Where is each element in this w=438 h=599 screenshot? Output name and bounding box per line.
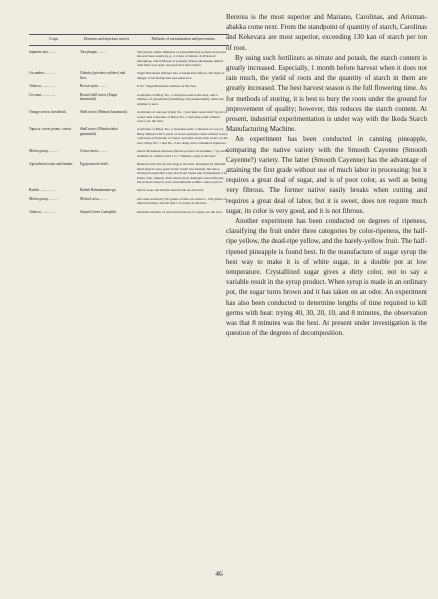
disease-cell: Melon Larva......... (80, 196, 107, 201)
table-row (29, 197, 229, 206)
crop-cell: Agricultural crops and lumber. (29, 162, 74, 167)
method-cell: Kuukhta mixture of lead and arsenate of copper are the best. (137, 209, 223, 214)
table-row (29, 162, 229, 184)
method-cell: Nicotine solution (750 grams of fine cut tobacco, 150 grams of dissolved lime, and 20 liter? of water) is the best. (137, 196, 227, 206)
method-cell: A mixture of Riley No. 1 and pine resin; a mixture of one (?) Riley diluted with 5 parts of water and pine resin without water; a mixture of Kuwana or Sonei, and pine resin with water are the best. Riley No. 1 and No. 2 are drugs and considered injurious. (137, 127, 228, 145)
crop-cell: Tapioca, sweet potato, cotton. (29, 127, 72, 132)
page-number: 46 (215, 569, 223, 578)
disease-cell: Shell insect (Wataka-takai gaiamushi). (80, 127, 118, 136)
disease-cell: Taro plague.......... (80, 49, 106, 54)
header-methods: Methods of extermination and prevention (151, 37, 215, 41)
disease-cell: Round shell insect (Engai kaiamushi). (80, 92, 118, 102)
disease-cell: Striped Green Caterpillar. (80, 209, 118, 214)
crop-cell: Orange croton, breadfruit. (29, 110, 67, 115)
disease-cell: Uriwa insect.......... (80, 149, 108, 154)
crop-cell: Radish.................. (29, 188, 56, 193)
header-crops: Crops (48, 37, 59, 41)
method-cell: Betarin Lady bird (Lady bug) is the best. Damages by Menuni shell insects were great in the South Sea Islands, but since having brought this Lady bird from Japan and transplanted it in Palau, Yap, Saipan, Truk where most damages were inflicted, the noxious insects were exterminated within a short period. (137, 162, 227, 185)
paragraph: By using such fertilizers as nitrate and potash, the starch content is greatly increased. Especially, 1 month before harvest when it does not rain much, the yield of roots and the quantity of starch in them are greatly increased. The best harvest season is the full flowering time. As for methods of storing, it is best to bury the roots under the ground for improvement of quality; however, this reduces the starch content. At present, industrial experimentation is under way with the Ikeda Starch Manufacturing Machine. (226, 53, 427, 134)
crop-cell: Melon group........... (29, 196, 58, 201)
method-cell: A mixture of one part Riley No. 1 and pine resin with 5 parts of water; and a mixture of Riley No. 2 and pine resin without water, are the best. (137, 110, 228, 124)
header-diseases: Diseases and injurious insects (83, 37, 130, 41)
method-cell: Derris Bordeaux mixture (Derris powder 20 momme, 7 go and 8 momme of solution and 1 to 7 Shikido soap) is the best. (137, 149, 229, 158)
crop-cell: Melon group........... (29, 149, 58, 154)
table-row (29, 188, 229, 192)
table-row (29, 149, 229, 158)
method-cell: Sugar-Bordeaux mixture has considerable effects, but there is danger of incurring ants and plant-lice. (137, 71, 225, 80)
table-row (29, 110, 229, 123)
method-cell: Derris soap and Imatsu Insecticide are the best. (137, 188, 204, 193)
body-text (226, 12, 427, 339)
table-row (29, 127, 229, 145)
crop-cell: Tobacco............... (29, 84, 55, 89)
table-row (29, 210, 229, 214)
method-cell: The places where mixtures of predominantly potash were used showed best results (e.g., 3.2 kan of nitrate, 2.28 kan of phosphate, and 6.84 kan of potash). Where phosphate mixed with lime was used, showed next best results. (137, 49, 226, 67)
method-cell: 8 Tu" Sugar-Bordeaux mixture is the best. (137, 84, 197, 89)
paragraph: Another experiment has been conducted on degrees of ripeness, classifying the fruit under three categories by color-ripeness, the half-ripe yellow, the dead-ripe yellow, and the barely-yellow fruit. The half-ripened pineapple is found best. In the manufacture of sugar syrup the best way to make it is of white sugar, in a double pot at low temperature. Crystallized sugar gives a dirty color, not to say a variable result in the syrup product. When syrup is made in an ordinary pot, the sugar turns brown and it has taken on an odor. An experiment has also been conducted to determine lengths of time required to kill germs with heat: trying 40, 30, 20, 10, and 8 minutes, the observation was that 8 minutes was the best. At present under investigation is the question of the degrees of decomposition. (226, 217, 427, 338)
disease-cell: Egypt mussel-shell... (80, 162, 111, 167)
table-row (29, 50, 229, 68)
method-cell: A mixture of Riley No. 1 and pine resin is the best, and a mixture of pyrethrum (Vermifuge chrysanthemum), lime and sulphur is next. (137, 92, 224, 106)
table-row (29, 84, 229, 88)
disease-cell: Udonko (powdery mildew) and flies. (80, 71, 126, 80)
table-row (29, 93, 229, 106)
disease-cell: Shell insect (Menuni kaiamushi). (80, 110, 128, 115)
crop-cell: Japanese taro......... (29, 49, 57, 54)
disease-cell: Radish Haimadarame-ga. (80, 188, 117, 193)
paragraph: An experiment has been conducted in canning pineapple, comparing the native variety with the Smooth Cayenne (Smooth Cayenne?) variety. The latter (Smooth Cayenne) has the advantage of attaining the first grade without use of much labor in processing; but it requires a great deal of sugar, and is of poor color, as well as being very fibrous. The former native easily breaks when cutting and requires a great deal of labor, but it is sweet, does not require much sugar, its color is very good, and it is not fibrous. (226, 135, 427, 215)
insect-control-table (29, 34, 229, 214)
paragraph: Bererea is the most superior and Mariano, Carolinas, and Arisman-abakka come next. From the standpoint of quantity of starch, Carolinas and Kekevara are most superior, exceeding 130 kan of starch per ton of root. (226, 13, 427, 52)
crop-cell: Cucumber............. (29, 71, 56, 76)
table-header (29, 34, 229, 46)
table-body (29, 50, 229, 215)
crop-cell: Tobacco............... (29, 209, 55, 214)
disease-cell: Brown spots.......... (80, 84, 108, 89)
table-row (29, 71, 229, 80)
crop-cell: Coconut............... (29, 92, 55, 97)
